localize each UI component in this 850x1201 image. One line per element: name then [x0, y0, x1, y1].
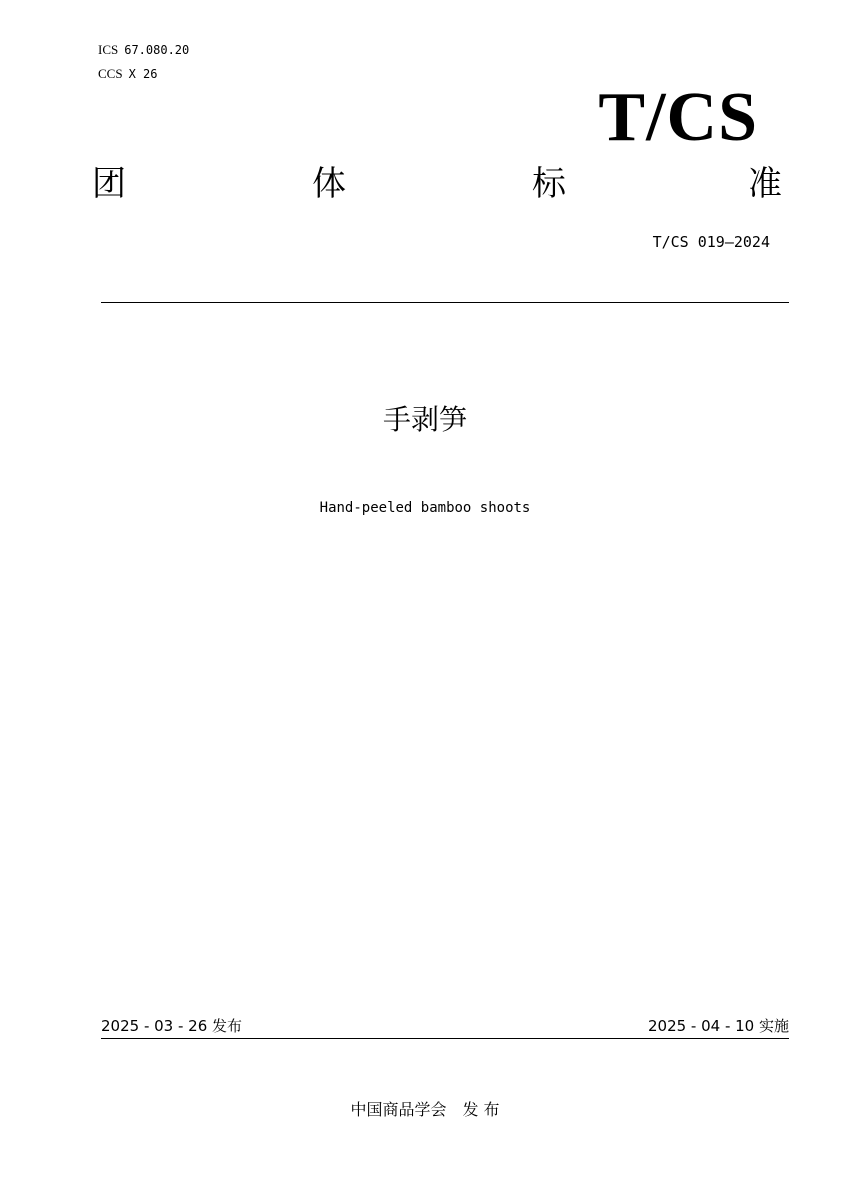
standard-type-char: 团 — [92, 164, 126, 204]
ccs-code: X 26 — [128, 67, 158, 81]
footer-divider — [101, 1038, 789, 1039]
ccs-classification — [98, 66, 157, 82]
implementation-date: 2025 - 04 - 10 实施 — [647, 1017, 789, 1035]
standard-logo: T/CS — [598, 79, 758, 156]
standard-type-char: 准 — [748, 164, 782, 204]
ics-label: ICS — [98, 42, 119, 57]
document-title-english: Hand-peeled bamboo shoots — [319, 500, 531, 516]
document-title-chinese: 手剥笋 — [382, 403, 467, 436]
standard-number: T/CS 019—2024 — [652, 233, 770, 251]
standard-type-char: 体 — [312, 164, 346, 204]
publisher: 中国商品学会 发 布 — [350, 1100, 500, 1119]
header-divider — [101, 302, 789, 303]
ics-classification — [98, 42, 189, 58]
standard-type-heading — [92, 160, 786, 208]
ccs-label: CCS — [98, 66, 123, 81]
standard-type-char: 标 — [532, 164, 566, 204]
issue-date: 2025 - 03 - 26 发布 — [101, 1017, 243, 1035]
ics-code: 67.080.20 — [124, 43, 190, 57]
